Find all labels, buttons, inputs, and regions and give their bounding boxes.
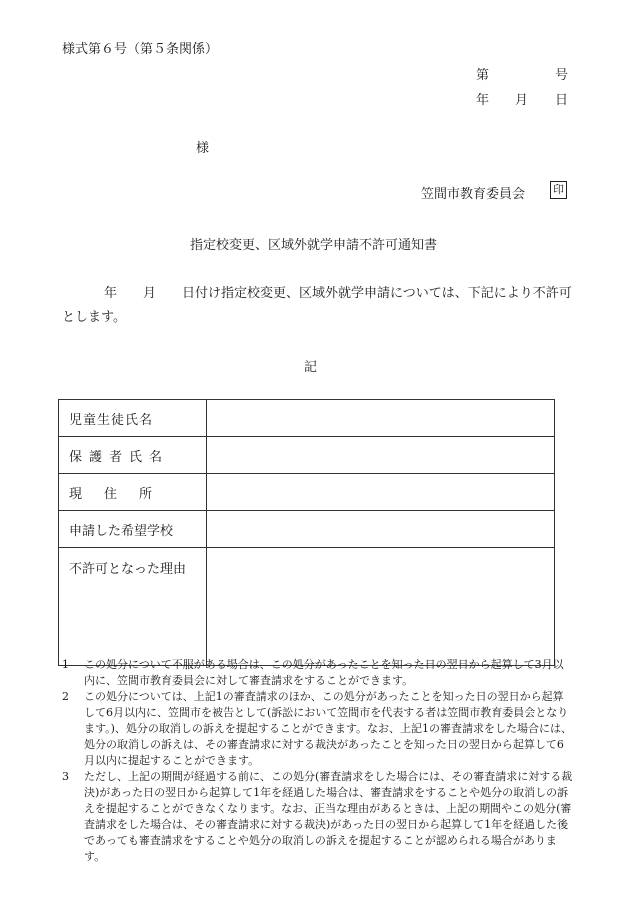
row-label-reason: 不許可となった理由 <box>59 548 207 666</box>
date-month-label: 月 <box>515 93 529 108</box>
body-rest: 日付け指定校変更、区域外就学申請については、下記により不許可とします。 <box>62 286 572 325</box>
row-value-student-name <box>207 400 555 437</box>
document-title: 指定校変更、区域外就学申請不許可通知書 <box>190 238 438 253</box>
note-text: ただし、上記の期間が経過する前に、この処分(審査請求をした場合には、その審査請求に対する裁決)があった日の翌日から起算して1年を経過した場合は、審査請求をすることや処分の取消しの訴えを提起することができなくなります。なお、正当な理由があるときは、上記の期間やこの処分(審査請求をした場合は、その審査請求に対する裁決)があった日の翌日から起算して1年を経過した後であっても審査請求をすることや処分の取消しの訴えを提起することが認められる場合があります。 <box>84 770 573 863</box>
seal-mark: 印 <box>550 181 567 199</box>
note-number: 3 <box>62 770 69 783</box>
note-item <box>62 657 574 689</box>
addressee-honorific: 様 <box>196 141 210 156</box>
row-value-guardian-name <box>207 437 555 474</box>
body-year: 年 <box>104 286 118 301</box>
note-text: この処分については、上記1の審査請求のほか、この処分があったことを知った日の翌日から起算して6月以内に、笠間市を被告として(訴訟において笠間市を代表する者は笠間市教育委員会となります。)、処分の取消しの訴えを提起することができます。なお、上記1の審査請求をした場合には、処分の取消しの訴えは、その審査請求に対する裁決があったことを知った日の翌日から起算して6月以内に提起することができます。 <box>84 690 573 767</box>
row-label-address: 現住所 <box>59 474 207 511</box>
table-row <box>59 548 555 666</box>
note-item <box>62 689 574 769</box>
note-number: 2 <box>62 690 69 703</box>
note-item <box>62 769 574 865</box>
ki-heading: 記 <box>304 360 318 375</box>
row-value-reason <box>207 548 555 666</box>
table-row <box>59 474 555 511</box>
doc-number-prefix: 第 <box>476 68 490 83</box>
doc-number-suffix: 号 <box>555 68 569 83</box>
row-label-requested-school: 申請した希望学校 <box>59 511 207 548</box>
table-row <box>59 437 555 474</box>
notes-section <box>62 657 574 865</box>
issuer-name: 笠間市教育委員会 <box>421 187 526 202</box>
body-paragraph <box>62 282 572 330</box>
note-number: 1 <box>62 658 69 671</box>
row-label-guardian-name: 保護者氏名 <box>59 437 207 474</box>
row-value-requested-school <box>207 511 555 548</box>
date-day-label: 日 <box>555 93 569 108</box>
table-row <box>59 511 555 548</box>
details-table <box>58 399 555 666</box>
row-value-address <box>207 474 555 511</box>
table-row <box>59 400 555 437</box>
note-text: この処分について不服がある場合は、この処分があったことを知った日の翌日から起算して3月以内に、笠間市教育委員会に対して審査請求をすることができます。 <box>84 658 564 687</box>
row-label-student-name: 児童生徒氏名 <box>59 400 207 437</box>
form-number: 様式第６号（第５条関係） <box>62 42 219 57</box>
date-year-label: 年 <box>476 93 490 108</box>
body-month: 月 <box>143 286 157 301</box>
